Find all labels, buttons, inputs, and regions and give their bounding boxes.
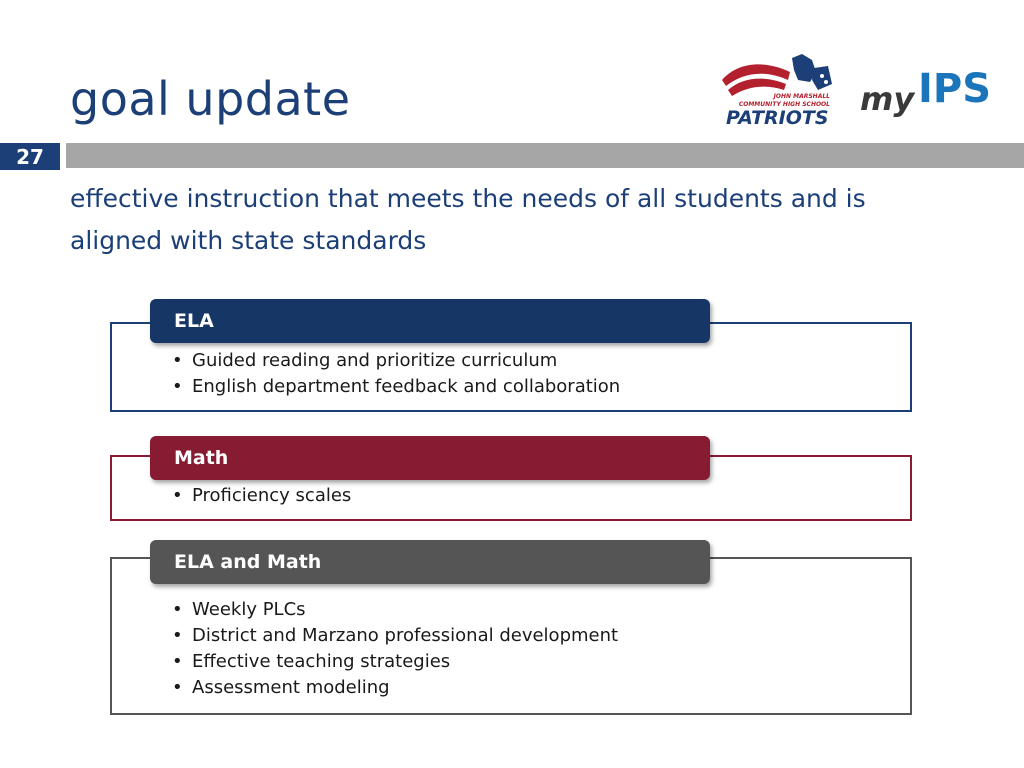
list-item: • Proficiency scales bbox=[112, 483, 910, 509]
myips-logo-suffix: IPS bbox=[918, 66, 992, 112]
ela-and-math-section-header: ELA and Math bbox=[150, 540, 710, 584]
header-divider-bar bbox=[66, 143, 1024, 168]
list-item: • Guided reading and prioritize curriculum bbox=[112, 348, 910, 374]
slide-number: 27 bbox=[0, 143, 60, 170]
list-item: • District and Marzano professional development bbox=[112, 623, 910, 649]
slide-subtitle: effective instruction that meets the needs of all students and is aligned with state standards bbox=[70, 184, 866, 255]
patriots-logo-line2: COMMUNITY HIGH SCHOOL bbox=[738, 101, 830, 108]
list-item: • Weekly PLCs bbox=[112, 597, 910, 623]
slide-title: goal update bbox=[70, 72, 351, 126]
patriots-logo-line1: JOHN MARSHALL bbox=[773, 93, 830, 100]
myips-logo bbox=[858, 56, 1008, 124]
ela-section-header: ELA bbox=[150, 299, 710, 343]
math-section-header: Math bbox=[150, 436, 710, 480]
patriots-logo-name: PATRIOTS bbox=[726, 107, 829, 129]
list-item: • Effective teaching strategies bbox=[112, 649, 910, 675]
myips-logo-prefix: my bbox=[860, 80, 915, 118]
patriots-logo bbox=[718, 50, 836, 130]
list-item: • Assessment modeling bbox=[112, 675, 910, 701]
list-item: • English department feedback and collaboration bbox=[112, 374, 910, 400]
